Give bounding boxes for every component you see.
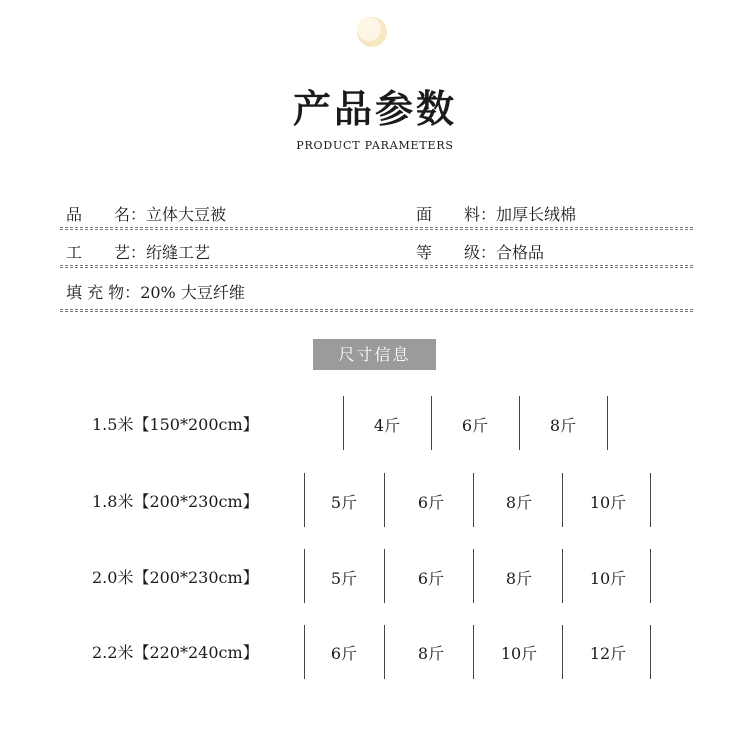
param-craft-key: 工 艺： <box>66 243 147 262</box>
weight-cell: 5斤 <box>330 569 358 588</box>
param-fabric-value: 加厚长绒棉 <box>496 205 577 224</box>
column-divider <box>562 473 563 527</box>
column-divider <box>650 549 651 603</box>
param-craft-value: 绗缝工艺 <box>146 243 211 262</box>
page-subtitle: PRODUCT PARAMETERS <box>296 139 454 152</box>
param-fabric-key: 面 料： <box>416 205 497 224</box>
column-divider <box>343 396 344 450</box>
param-craft <box>66 240 210 263</box>
weight-cell: 4斤 <box>373 416 401 435</box>
size-label: 1.8米【200*230cm】 <box>92 492 259 511</box>
column-divider <box>650 625 651 679</box>
weight-cell: 6斤 <box>417 493 445 512</box>
weight-cell: 8斤 <box>505 569 533 588</box>
param-fabric <box>416 202 576 225</box>
column-divider <box>650 473 651 527</box>
column-divider <box>384 625 385 679</box>
column-divider <box>562 625 563 679</box>
param-grade-key: 等 级： <box>416 243 497 262</box>
divider-line <box>60 265 693 268</box>
column-divider <box>562 549 563 603</box>
size-label: 1.5米【150*200cm】 <box>92 415 259 434</box>
column-divider <box>519 396 520 450</box>
weight-cell: 6斤 <box>330 644 358 663</box>
weight-cell: 8斤 <box>417 644 445 663</box>
column-divider <box>607 396 608 450</box>
divider-line <box>60 309 693 312</box>
column-divider <box>384 473 385 527</box>
column-divider <box>473 549 474 603</box>
param-grade-value: 合格品 <box>496 243 545 262</box>
weight-cell: 10斤 <box>589 569 627 588</box>
column-divider <box>304 625 305 679</box>
column-divider <box>304 549 305 603</box>
weight-cell: 5斤 <box>330 493 358 512</box>
param-grade <box>416 240 544 263</box>
weight-cell: 10斤 <box>500 644 538 663</box>
param-filling-key: 填 充 物： <box>66 283 141 302</box>
weight-cell: 8斤 <box>549 416 577 435</box>
column-divider <box>473 625 474 679</box>
column-divider <box>384 549 385 603</box>
column-divider <box>473 473 474 527</box>
column-divider <box>431 396 432 450</box>
weight-cell: 10斤 <box>589 493 627 512</box>
param-name-key: 品 名： <box>66 205 147 224</box>
divider-line <box>60 227 693 230</box>
decorative-circle-icon <box>356 15 388 49</box>
param-name <box>66 202 226 225</box>
weight-cell: 8斤 <box>505 493 533 512</box>
size-label: 2.2米【220*240cm】 <box>92 643 259 662</box>
weight-cell: 6斤 <box>417 569 445 588</box>
weight-cell: 6斤 <box>461 416 489 435</box>
param-name-value: 立体大豆被 <box>146 205 227 224</box>
section-badge: 尺寸信息 <box>313 339 436 370</box>
weight-cell: 12斤 <box>589 644 627 663</box>
page-title: 产品参数 <box>292 86 457 131</box>
column-divider <box>304 473 305 527</box>
param-filling-value: 20% 大豆纤维 <box>140 283 245 302</box>
param-filling <box>66 280 245 303</box>
size-label: 2.0米【200*230cm】 <box>92 568 259 587</box>
